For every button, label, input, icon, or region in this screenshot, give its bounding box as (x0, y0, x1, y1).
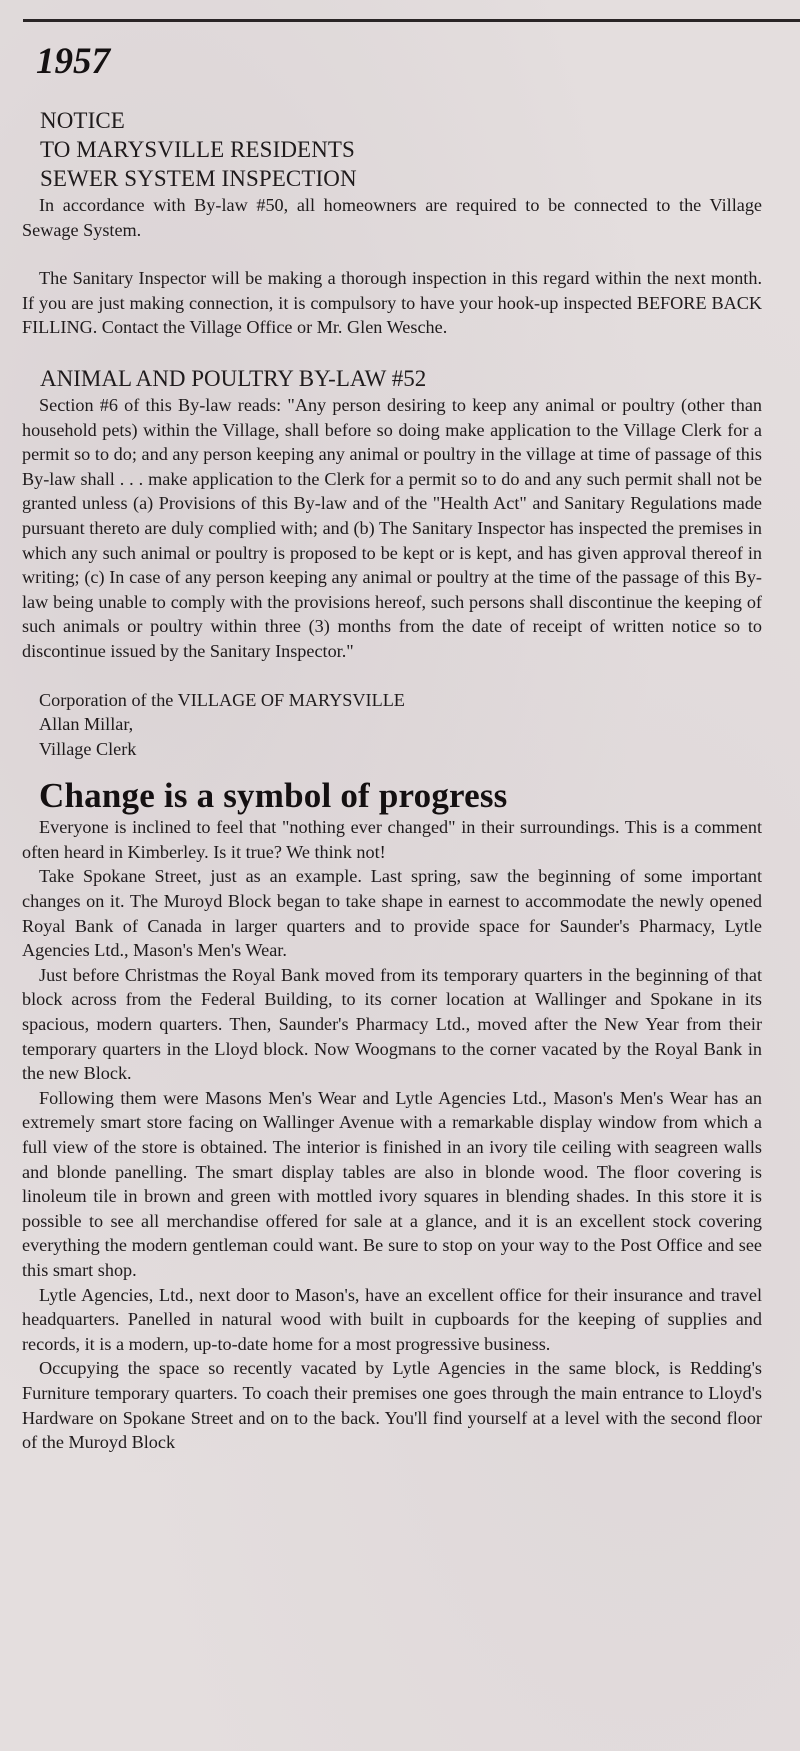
notice-paragraph: In accordance with By-law #50, all homeowners are required to be connected to the Village Sewage System. (22, 195, 762, 240)
article-paragraph: Occupying the space so recently vacated by Lytle Agencies in the same block, is Redding's Furniture temporary quarters. To coach their premises one goes through the main entrance to Lloyd's Hardware on Spokane Street and on to the back. You'll find yourself at a level with the second floor of the Muroyd Block (22, 1358, 762, 1453)
notice-subtitle: TO MARYSVILLE RESIDENTS (40, 137, 355, 162)
signoff-title: Village Clerk (39, 738, 137, 759)
article-paragraph: Everyone is inclined to feel that "nothing ever changed" in their surroundings. This is a comment often heard in Kimberley. Is it true? We think not! (22, 817, 762, 862)
article-paragraph: Lytle Agencies, Ltd., next door to Mason's, have an excellent office for their insurance and travel headquarters. Panelled in natural wood with built in cupboards for the keeping of supplies and records, it is a modern, up-to-date home for a most progressive business. (22, 1284, 762, 1354)
signoff-name: Allan Millar, (39, 714, 134, 735)
notice-paragraph: The Sanitary Inspector will be making a thorough inspection in this regard within the next month. If you are just making connection, it is compulsory to have your hook-up inspected BEFORE BACK FILLING. Contact the Village Office or Mr. Glen Wesche. (22, 268, 762, 338)
clipping (22, 40, 762, 1455)
article-paragraph: Just before Christmas the Royal Bank moved from its temporary quarters in the beginning of that block across from the Federal Building, to its corner location at Wallinger and Spokane in its spacious, modern quarters. Then, Saunder's Pharmacy Ltd., moved after the New Year from their temporary quarters in the Lloyd block. Now Woogmans to the corner vacated by the Royal Bank in the new Block. (22, 964, 762, 1084)
article-paragraph: Take Spokane Street, just as an example. Last spring, saw the beginning of some important changes on it. The Muroyd Block began to take shape in earnest to accommodate the newly opened Royal Bank of Canada in larger quarters and to provide space for Saunder's Pharmacy, Lytle Agencies Ltd., Mason's Men's Wear. (22, 866, 762, 961)
article-paragraph: Following them were Masons Men's Wear and Lytle Agencies Ltd., Mason's Men's Wear has an extremely smart store facing on Wallinger Avenue with a remarkable display window from which a full view of the store is obtained. The interior is finished in an ivory tile ceiling with seagreen walls and blonde panelling. The smart display tables are also in blonde wood. The floor covering is linoleum tile in brown and green with mottled ivory squares in blending shades. In this store it is possible to see all merchandise offered for sale at a glance, and it is an excellent stock covering everything the modern gentleman could want. Be sure to stop on your way to the Post Office and see this smart shop. (22, 1087, 762, 1280)
article-headline: Change is a symbol of progress (39, 776, 508, 816)
top-rule (23, 19, 800, 22)
notice-topic: SEWER SYSTEM INSPECTION (40, 166, 357, 191)
bylaw-heading: ANIMAL AND POULTRY BY-LAW #52 (40, 365, 427, 391)
article-body (22, 815, 762, 1454)
year-heading: 1957 (36, 41, 110, 82)
notice-title: NOTICE (40, 108, 125, 133)
signoff-organization: Corporation of the VILLAGE OF MARYSVILLE (39, 689, 405, 710)
bylaw-text: Section #6 of this By-law reads: "Any person desiring to keep any animal or poultry (other than household pets) within the Village, shall before so doing make application to the Village Clerk for a permit so to do; and any person keeping any animal or poultry in the village at time of passage of this By-law shall . . . make application to the Clerk for a permit so to do and any such permit shall not be granted unless (a) Provisions of this By-law and of the "Health Act" and Sanitary Regulations made pursuant thereto are duly complied with; and (b) The Sanitary Inspector has inspected the premises in which any such animal or poultry is proposed to be kept or is kept, and has given approval thereof in writing; (c) In case of any person keeping any animal or poultry at the time of the passage of this By-law being unable to comply with the provisions hereof, such persons shall discontinue the keeping of such animals or poultry within three (3) months from the date of receipt of written notice so to discontinue issued by the Sanitary Inspector." (22, 394, 762, 661)
signoff (39, 688, 762, 762)
notice-headings (40, 106, 762, 193)
